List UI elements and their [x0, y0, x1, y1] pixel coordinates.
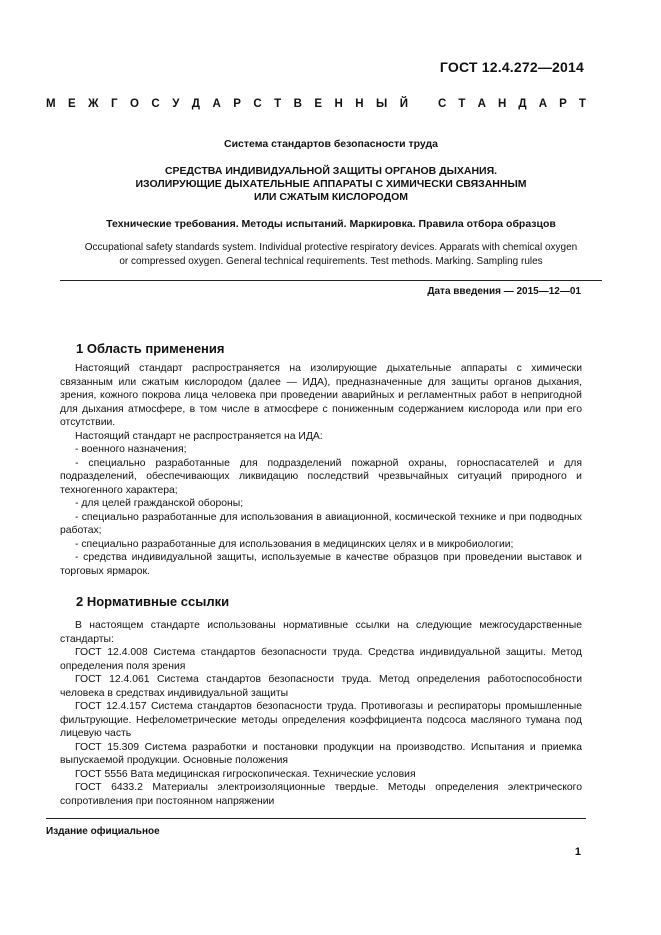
list-item: - специально разработанные для использования в авиационной, космической технике и при подводных работах;	[60, 511, 582, 536]
banner-letter: Е	[68, 98, 76, 110]
introduction-date: Дата введения — 2015—12—01	[427, 286, 581, 297]
banner-letter: Г	[111, 98, 118, 110]
reference-item: ГОСТ 5556 Вата медицинская гигроскопическая. Технические условия	[75, 768, 416, 780]
paragraph: Настоящий стандарт распространяется на изолирующие дыхательные аппараты с химически связанным или сжатым кислородом (далее — ИДА), предназначенные для защиты органов дыхания, зрения, кожного покрова лица человека при проведении аварийных и регламентных работ в непригодной для дыхания атмосфере, в том числе в атмосфере с пониженным содержанием кислорода или при его отсутствии.	[60, 363, 582, 428]
paragraph: В настоящем стандарте использованы нормативные ссылки на следующие межгосударственные стандарты:	[60, 620, 582, 645]
english-title-line: or compressed oxygen. General technical requirements. Test methods. Marking. Sampling rules	[119, 256, 543, 267]
reference-item: ГОСТ 12.4.008 Система стандартов безопасности труда. Средства индивидуальной защиты. Метод определения поля зрения	[60, 647, 582, 672]
banner-letter: Ж	[88, 98, 99, 110]
main-title-line: СРЕДСТВА ИНДИВИДУАЛЬНОЙ ЗАЩИТЫ ОРГАНОВ ДЫХАНИЯ.	[164, 165, 498, 177]
list-item: - средства индивидуальной защиты, используемые в качестве образцов при проведении выставок и торговых ярмарок.	[60, 552, 582, 577]
reference-item: ГОСТ 12.4.157 Система стандартов безопасности труда. Противогазы и респираторы промышленные фильтрующие. Нефелометрические методы определения коэффициента подсоса масляного тумана под лицевую часть	[60, 701, 582, 739]
list-item: - специально разработанные для использования в медицинских целях и в микробиологии;	[75, 538, 514, 550]
footer-divider	[46, 818, 586, 819]
main-title-line: ИЛИ СЖАТЫМ КИСЛОРОДОМ	[254, 191, 408, 203]
banner-letter: В	[293, 98, 302, 110]
official-edition-label: Издание официальное	[46, 826, 160, 837]
section-heading-scope: 1 Область применения	[76, 341, 225, 356]
banner-letter: С	[253, 98, 262, 110]
banner-letter: Й	[399, 98, 408, 110]
standard-word	[438, 98, 586, 110]
banner-letter: С	[151, 98, 160, 110]
divider	[60, 280, 602, 281]
banner-letter: Н	[334, 98, 343, 110]
banner-letter: Д	[518, 98, 527, 110]
main-title-line: ИЗОЛИРУЮЩИЕ ДЫХАТЕЛЬНЫЕ АППАРАТЫ С ХИМИЧЕСКИ СВЯЗАННЫМ	[135, 178, 527, 190]
english-title	[46, 241, 616, 269]
banner-letter: Т	[458, 98, 466, 110]
main-title	[46, 165, 616, 204]
section-body-scope	[60, 362, 582, 578]
banner-letter: А	[212, 98, 221, 110]
interstate-word	[46, 98, 408, 110]
banner-letter: У	[172, 98, 180, 110]
system-title: Система стандартов безопасности труда	[223, 138, 439, 150]
interstate-standard-banner	[46, 98, 586, 110]
banner-letter: Ы	[376, 98, 388, 110]
section-heading-references: 2 Нормативные ссылки	[76, 594, 230, 609]
reference-item: ГОСТ 15.309 Система разработки и постановки продукции на производство. Испытания и приемка выпускаемой продукции. Основные положения	[60, 741, 582, 766]
banner-letter: Н	[497, 98, 507, 110]
list-item: - для целей гражданской обороны;	[75, 498, 244, 509]
reference-item: ГОСТ 6433.2 Материалы электроизоляционные твердые. Методы определения электрического сопротивления при постоянном напряжении	[60, 782, 582, 807]
list-item: - военного назначения;	[75, 444, 187, 455]
banner-letter: Р	[559, 98, 567, 110]
banner-letter: С	[438, 98, 447, 110]
reference-item: ГОСТ 12.4.061 Система стандартов безопасности труда. Метод определения работоспособности человека в средствах индивидуальной защиты	[60, 674, 582, 699]
banner-letter: Т	[578, 98, 586, 110]
paragraph: Настоящий стандарт не распространяется на ИДА:	[75, 430, 323, 442]
english-title-line: Occupational safety standards system. Individual protective respiratory devices. Apparats with chemical oxygen	[84, 242, 578, 253]
subtitle: Технические требования. Методы испытаний. Маркировка. Правила отбора образцов	[106, 218, 556, 230]
document-number: ГОСТ 12.4.272—2014	[439, 59, 584, 75]
banner-letter: А	[538, 98, 548, 110]
banner-letter: Е	[314, 98, 323, 110]
banner-letter: М	[46, 98, 56, 110]
banner-letter: А	[477, 98, 486, 110]
section-body-references	[60, 619, 582, 808]
page-number: 1	[574, 846, 581, 858]
banner-letter: О	[130, 98, 139, 110]
banner-letter: Д	[191, 98, 200, 110]
banner-letter: Т	[274, 98, 282, 110]
list-item: - специально разработанные для подразделений пожарной охраны, горноспасателей и для подразделений, обеспечивающих ликвидацию последствий чрезвычайных ситуаций природного и техногенного характера;	[60, 457, 582, 496]
banner-letter: Н	[355, 98, 364, 110]
banner-letter: Р	[233, 98, 241, 110]
